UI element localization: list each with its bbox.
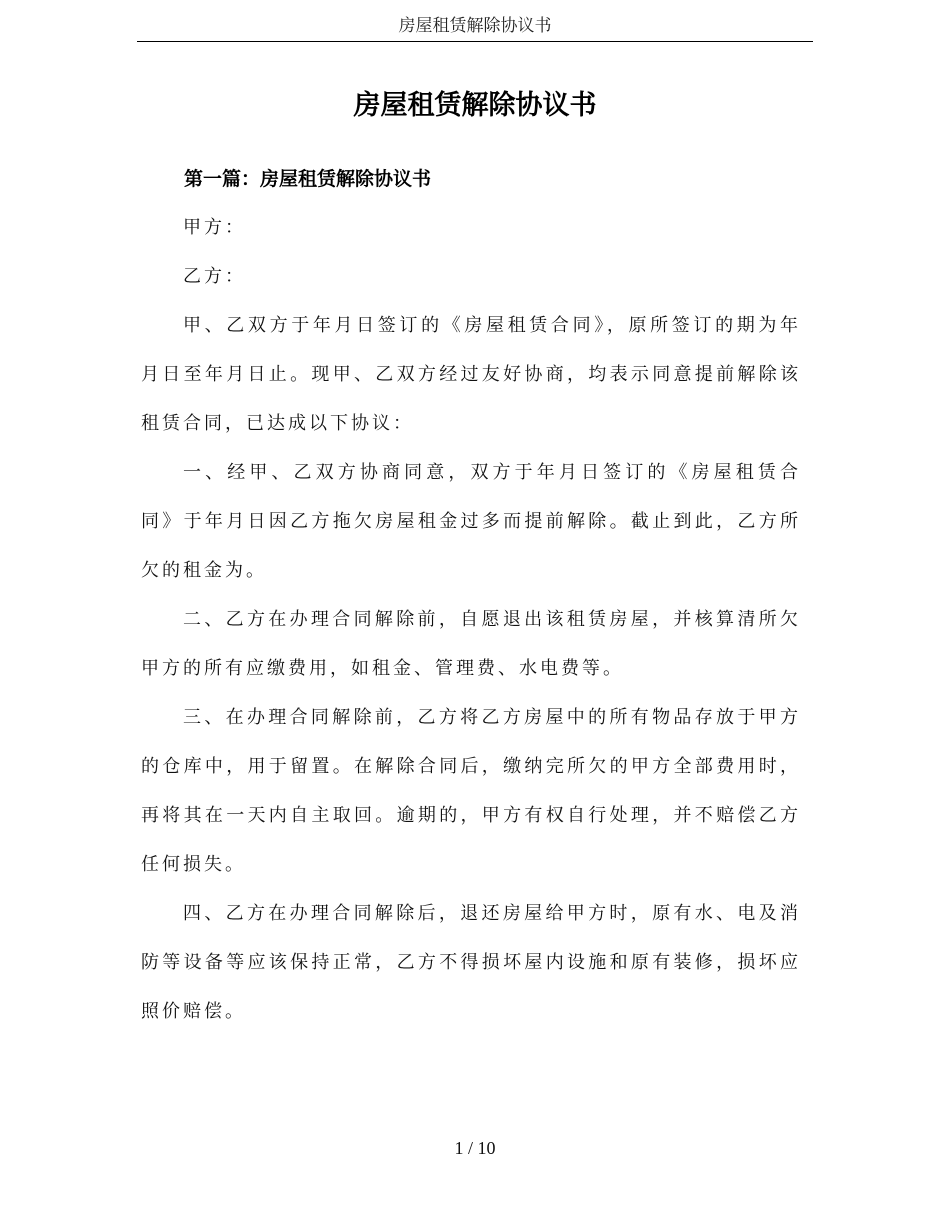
party-a-line: 甲方： (183, 217, 246, 238)
document-title: 房屋租赁解除协议书 (353, 90, 597, 121)
clause-1-paragraph: 一、经甲、乙双方协商同意，双方于年月日签订的《房屋租赁合同》于年月日因乙方拖欠房屋租金过多而提前解除。截止到此，乙方所欠的租金为。 (141, 462, 801, 581)
page-number: 1 / 10 (454, 1138, 496, 1158)
section-heading: 第一篇：房屋租赁解除协议书 (184, 168, 432, 190)
preamble-paragraph: 甲、乙双方于年月日签订的《房屋租赁合同》，原所签订的期为年月日至年月日止。现甲、乙双方经过友好协商，均表示同意提前解除该租赁合同，已达成以下协议： (141, 315, 801, 434)
running-header: 房屋租赁解除协议书 (137, 12, 813, 42)
clause-3-paragraph: 三、在办理合同解除前，乙方将乙方房屋中的所有物品存放于甲方的仓库中，用于留置。在解除合同后，缴纳完所欠的甲方全部费用时，再将其在一天内自主取回。逾期的，甲方有权自行处理，并不赔偿乙方任何损失。 (141, 707, 801, 875)
document-body (141, 203, 801, 1036)
clause-4-paragraph: 四、乙方在办理合同解除后，退还房屋给甲方时，原有水、电及消防等设备等应该保持正常，乙方不得损坏屋内设施和原有装修，损坏应照价赔偿。 (141, 903, 801, 1022)
clause-2-paragraph: 二、乙方在办理合同解除前，自愿退出该租赁房屋，并核算清所欠甲方的所有应缴费用，如租金、管理费、水电费等。 (141, 609, 801, 679)
party-b-line: 乙方： (183, 266, 246, 287)
